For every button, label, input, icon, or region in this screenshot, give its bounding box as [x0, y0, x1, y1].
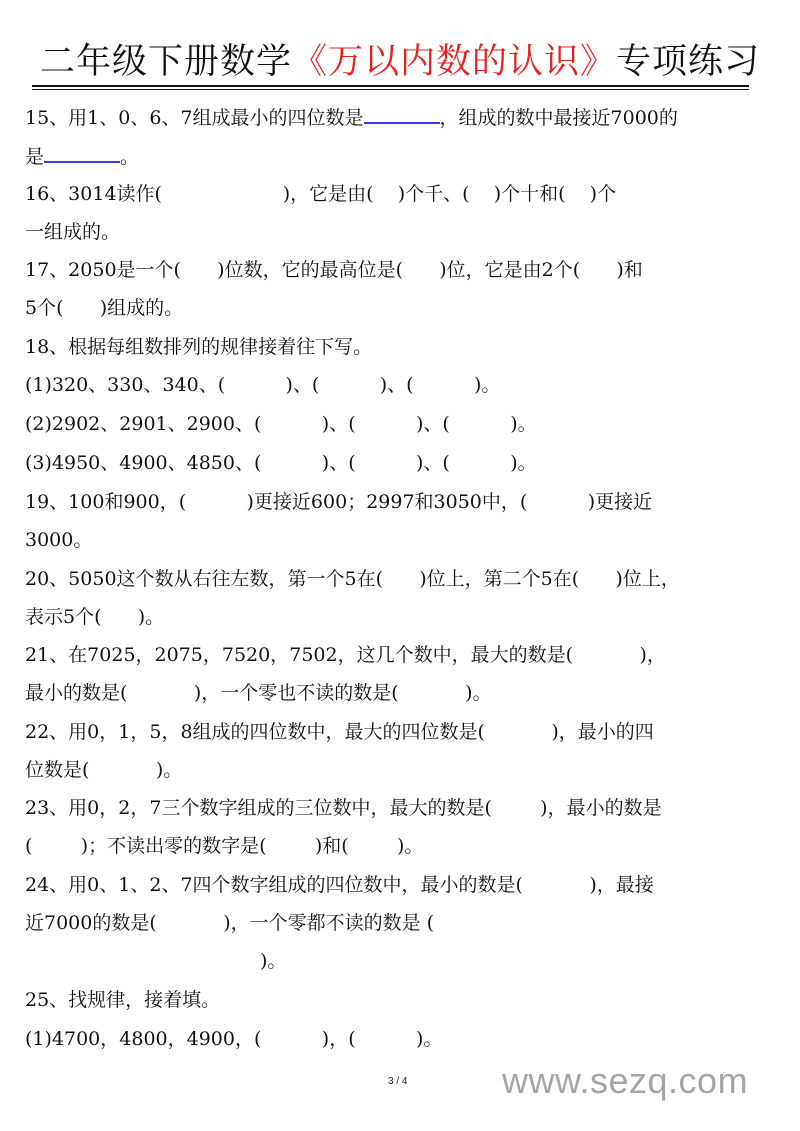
title-underline-thin [32, 89, 749, 90]
question-18-part-1: (1)320、330、340、( )、( )、( )。 [25, 374, 501, 396]
question-17-line-2: 5个( )组成的。 [25, 297, 184, 319]
q15-text-a: 15、用1、0、6、7组成最小的四位数是 [25, 107, 364, 129]
question-17-line-1: 17、2050是一个( )位数，它的最高位是( )位，它是由2个( )和 [25, 259, 643, 281]
question-24-line-2: 近7000的数是( )，一个零都不读的数是 ( [25, 912, 435, 934]
title-underline-thick [32, 85, 749, 87]
page-indicator: 3 / 4 [388, 1076, 408, 1087]
question-19-line-2: 3000。 [25, 529, 93, 551]
question-16-line-1: 16、3014读作( )，它是由( )个千、( )个十和( )个 [25, 183, 617, 205]
worksheet-title [0, 38, 800, 86]
question-15-line-2 [25, 143, 139, 170]
title-grade: 二年级下册数学 [39, 42, 292, 82]
question-25-part-1: (1)4700，4800，4900，( )，( )。 [25, 1028, 443, 1050]
question-22-line-2: 位数是( )。 [25, 759, 183, 781]
question-25-prompt: 25、找规律，接着填。 [25, 989, 221, 1011]
title-suffix: 专项练习 [616, 42, 761, 82]
question-18-part-3: (3)4950、4900、4850、( )、( )、( )。 [25, 452, 537, 474]
answer-blank-15b[interactable] [44, 143, 120, 163]
question-23-line-2: ( )；不读出零的数字是( )和( )。 [25, 835, 424, 857]
question-21-line-1: 21、在7025，2075，7520，7502，这几个数中，最大的数是( )， [25, 644, 666, 666]
watermark-url: www.sezq.com [502, 1060, 749, 1101]
q15-text-b: ，组成的数中最接近7000的 [439, 107, 678, 129]
question-16-line-2: 一组成的。 [25, 221, 121, 243]
question-24-line-3: )。 [260, 950, 287, 972]
question-22-line-1: 22、用0，1，5，8组成的四位数中，最大的四位数是( )，最小的四 [25, 721, 654, 743]
question-18-part-2: (2)2902、2901、2900、( )、( )、( )。 [25, 413, 537, 435]
title-topic: 《万以内数的认识》 [291, 42, 616, 82]
question-18-prompt: 18、根据每组数排列的规律接着往下写。 [25, 336, 373, 358]
question-23-line-1: 23、用0，2，7三个数字组成的三位数中，最大的数是( )，最小的数是 [25, 797, 662, 819]
question-20-line-2: 表示5个( )。 [25, 606, 165, 628]
question-19-line-1: 19、100和900，( )更接近600；2997和3050中，( )更接近 [25, 491, 653, 513]
question-21-line-2: 最小的数是( )，一个零也不读的数是( )。 [25, 682, 492, 704]
q15-text-d: 。 [120, 146, 140, 168]
answer-blank-15a[interactable] [364, 104, 440, 124]
q15-text-c: 是 [25, 146, 45, 168]
question-24-line-1: 24、用0、1、2、7四个数字组成的四位数中，最小的数是( )，最接 [25, 874, 654, 896]
question-15-line-1 [25, 104, 678, 131]
question-20-line-1: 20、5050这个数从右往左数，第一个5在( )位上，第二个5在( )位上， [25, 568, 680, 590]
